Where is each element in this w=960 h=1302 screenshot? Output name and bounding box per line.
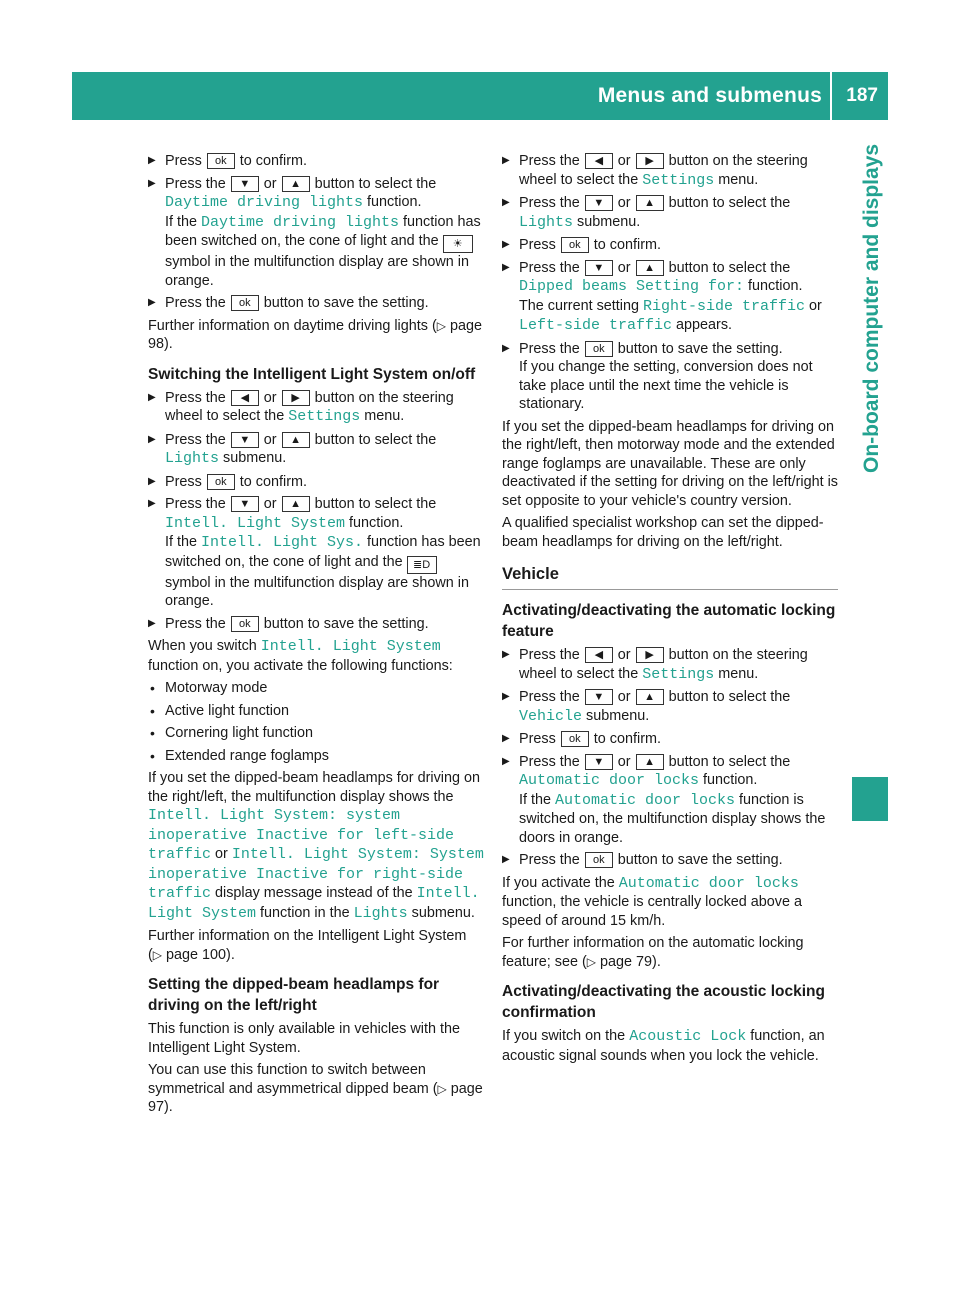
paragraph: You can use this function to switch between symmetrical and asymmetrical dipped beam (▷ page 97). (148, 1062, 483, 1115)
display-text: Right-side traffic (642, 297, 806, 315)
down-button-icon: ▼ (585, 260, 613, 276)
display-text: Intell. Light System: System inoperative Inactive for right-side traffic (148, 846, 484, 902)
ok-button-icon: ok (585, 341, 613, 357)
chapter-side-tab: On-board computer and displays (860, 144, 883, 474)
instruction-step: ▶ Press ok to confirm. (502, 236, 838, 255)
paragraph: This function is only available in vehicles with the Intelligent Light System. (148, 1021, 460, 1056)
down-button-icon: ▼ (585, 195, 613, 211)
display-text: Settings (642, 665, 715, 683)
header-separator (830, 72, 832, 120)
paragraph: If you switch on the Acoustic Lock function, an acoustic signal sounds when you lock the vehicle. (502, 1028, 825, 1064)
up-button-icon: ▲ (282, 176, 310, 192)
page-ref-link[interactable]: page 98). (148, 317, 482, 352)
display-text: Intell. Light System (165, 514, 346, 532)
display-text: Lights (165, 450, 220, 467)
display-text: Automatic door locks (555, 791, 736, 809)
left-button-icon: ◀ (585, 153, 613, 169)
left-column (148, 152, 484, 1121)
chapter-tab-marker (852, 777, 888, 821)
instruction-step: ▶ Press the ok button to save the setting. (148, 294, 484, 313)
left-button-icon: ◀ (231, 390, 259, 406)
instruction-step: ▶ Press the ok button to save the setting. (148, 615, 484, 634)
paragraph: A qualified specialist workshop can set the dipped-beam headlamps for driving on the left/right. (502, 515, 824, 550)
paragraph: Further information on the Intelligent Light System (▷ page 100). (148, 928, 467, 963)
display-text: Intell. Light System: system inoperative Inactive for left-side traffic (148, 807, 455, 863)
paragraph: If you set the dipped-beam headlamps for driving on the right/left, the multifunction display shows the Intell. Light System: system inoperative Inactive for left-side traffic or Intell. Light System: System inoperative Inactive for right-side traffic display message instead of the Intell. Light System function in the Lights submenu. (148, 770, 484, 922)
up-button-icon: ▲ (282, 432, 310, 448)
up-button-icon: ▲ (636, 754, 664, 770)
up-button-icon: ▲ (636, 689, 664, 705)
page-ref-icon: ▷ (586, 954, 597, 969)
ok-button-icon: ok (231, 616, 259, 632)
ok-button-icon: ok (561, 237, 589, 253)
paragraph: Further information on daytime driving lights (▷ page 98). (148, 317, 482, 352)
page-ref-icon: ▷ (436, 318, 446, 333)
down-button-icon: ▼ (231, 176, 259, 192)
list-item: • Cornering light function (148, 724, 484, 743)
page-ref-link[interactable]: page 79). (600, 953, 661, 970)
paragraph: If you set the dipped-beam headlamps for driving on the right/left, then motorway mode and the extended range foglamps are unavailable. These are only deactivated if the setting for driving on the left/right is set opposite to your vehicle's country version. (502, 418, 838, 509)
instruction-step: ▶ Press the ▼ or ▲ button to select the Lights submenu. (502, 194, 838, 232)
instruction-step: ▶ Press the ▼ or ▲ button to select the Lights submenu. (148, 431, 484, 469)
page-ref-icon: ▷ (152, 947, 163, 962)
right-column (502, 152, 838, 1069)
instruction-step: ▶ Press ok to confirm. (148, 152, 484, 171)
list-item: • Extended range foglamps (148, 747, 484, 766)
section-heading: Activating/deactivating the automatic locking feature (502, 602, 836, 640)
instruction-step: ▶ Press the ◀ or ▶ button on the steering wheel to select the Settings menu. (502, 646, 838, 684)
display-text: Settings (288, 408, 361, 425)
dipped-beam-icon: ≣D (407, 556, 437, 574)
display-text: Intell. Light System (148, 885, 480, 922)
display-text: Intell. Light System (260, 638, 441, 655)
up-button-icon: ▲ (636, 260, 664, 276)
instruction-step: ▶ Press the ▼ or ▲ button to select the Intell. Light System function. If the Intell. Light Sys. function has been switched on, the cone of light and the ≣D symbol in the multifunction display are shown in orange. (148, 495, 484, 611)
instruction-step: ▶ Press the ok button to save the setting. (502, 851, 838, 870)
paragraph: If you activate the Automatic door locks function, the vehicle is centrally locked above a speed of around 15 km/h. (502, 874, 802, 929)
instruction-step: ▶ Press the ok button to save the setting. If you change the setting, conversion does not take place until the next time the vehicle is stationary. (502, 340, 838, 414)
instruction-step: ▶ Press the ◀ or ▶ button on the steering wheel to select the Settings menu. (502, 152, 838, 190)
page-header (72, 72, 888, 120)
down-button-icon: ▼ (585, 754, 613, 770)
left-button-icon: ◀ (585, 647, 613, 663)
instruction-step: ▶ Press the ▼ or ▲ button to select the Vehicle submenu. (502, 688, 838, 726)
paragraph: When you switch Intell. Light System function on, you activate the following functions: (148, 638, 453, 674)
instruction-step: ▶ Press the ▼ or ▲ button to select the Daytime driving lights function. If the Daytime driving lights function has been switched on, the cone of light and the ☀ symbol in the multifunction display are shown in orange. (148, 175, 484, 291)
display-text: Intell. Light Sys. (201, 534, 364, 551)
right-button-icon: ▶ (636, 153, 664, 169)
display-text: Dipped beams Setting for: (519, 278, 745, 295)
page-number: 187 (846, 85, 878, 106)
display-text: Lights (353, 904, 408, 922)
display-text: Acoustic Lock (629, 1028, 747, 1045)
down-button-icon: ▼ (231, 496, 259, 512)
display-text: Vehicle (519, 707, 583, 725)
list-item: • Active light function (148, 702, 484, 721)
ok-button-icon: ok (207, 474, 235, 490)
ok-button-icon: ok (231, 295, 259, 311)
instruction-step: ▶ Press the ◀ or ▶ button on the steering wheel to select the Settings menu. (148, 389, 484, 427)
header-title: Menus and submenus (597, 84, 822, 107)
display-text: Daytime driving lights (201, 213, 400, 231)
display-text: Automatic door locks (618, 874, 799, 892)
right-button-icon: ▶ (282, 390, 310, 406)
display-text: Automatic door locks (519, 772, 700, 789)
sun-icon: ☀ (443, 235, 473, 253)
instruction-step: ▶ Press the ▼ or ▲ button to select the Dipped beams Setting for: function. The current setting Right-side traffic or Left-side traffic appears. (502, 259, 838, 336)
paragraph: For further information on the automatic locking feature; see (▷ page 79). (502, 935, 804, 970)
display-text: Lights (519, 213, 574, 231)
ok-button-icon: ok (207, 153, 235, 169)
instruction-step: ▶ Press ok to confirm. (148, 473, 484, 492)
page-ref-link[interactable]: page 97). (148, 1080, 483, 1115)
display-text: Left-side traffic (519, 317, 673, 334)
list-item: • Motorway mode (148, 679, 484, 698)
instruction-step: ▶ Press the ▼ or ▲ button to select the Automatic door locks function. If the Automatic door locks function is switched on, the multifunction display shows the doors in orange. (502, 753, 838, 848)
down-button-icon: ▼ (585, 689, 613, 705)
section-heading: Switching the Intelligent Light System on/off (148, 365, 476, 383)
section-heading: Setting the dipped-beam headlamps for driving on the left/right (148, 976, 440, 1014)
ok-button-icon: ok (585, 852, 613, 868)
right-button-icon: ▶ (636, 647, 664, 663)
up-button-icon: ▲ (636, 195, 664, 211)
display-text: Daytime driving lights (165, 194, 364, 211)
down-button-icon: ▼ (231, 432, 259, 448)
page-ref-link[interactable]: page 100). (166, 946, 235, 963)
section-heading-vehicle: Vehicle (502, 563, 838, 590)
up-button-icon: ▲ (282, 496, 310, 512)
display-text: Settings (642, 171, 715, 189)
ok-button-icon: ok (561, 731, 589, 747)
section-heading: Activating/deactivating the acoustic locking confirmation (502, 983, 825, 1021)
page-ref-icon: ▷ (437, 1081, 447, 1096)
instruction-step: ▶ Press ok to confirm. (502, 730, 838, 749)
